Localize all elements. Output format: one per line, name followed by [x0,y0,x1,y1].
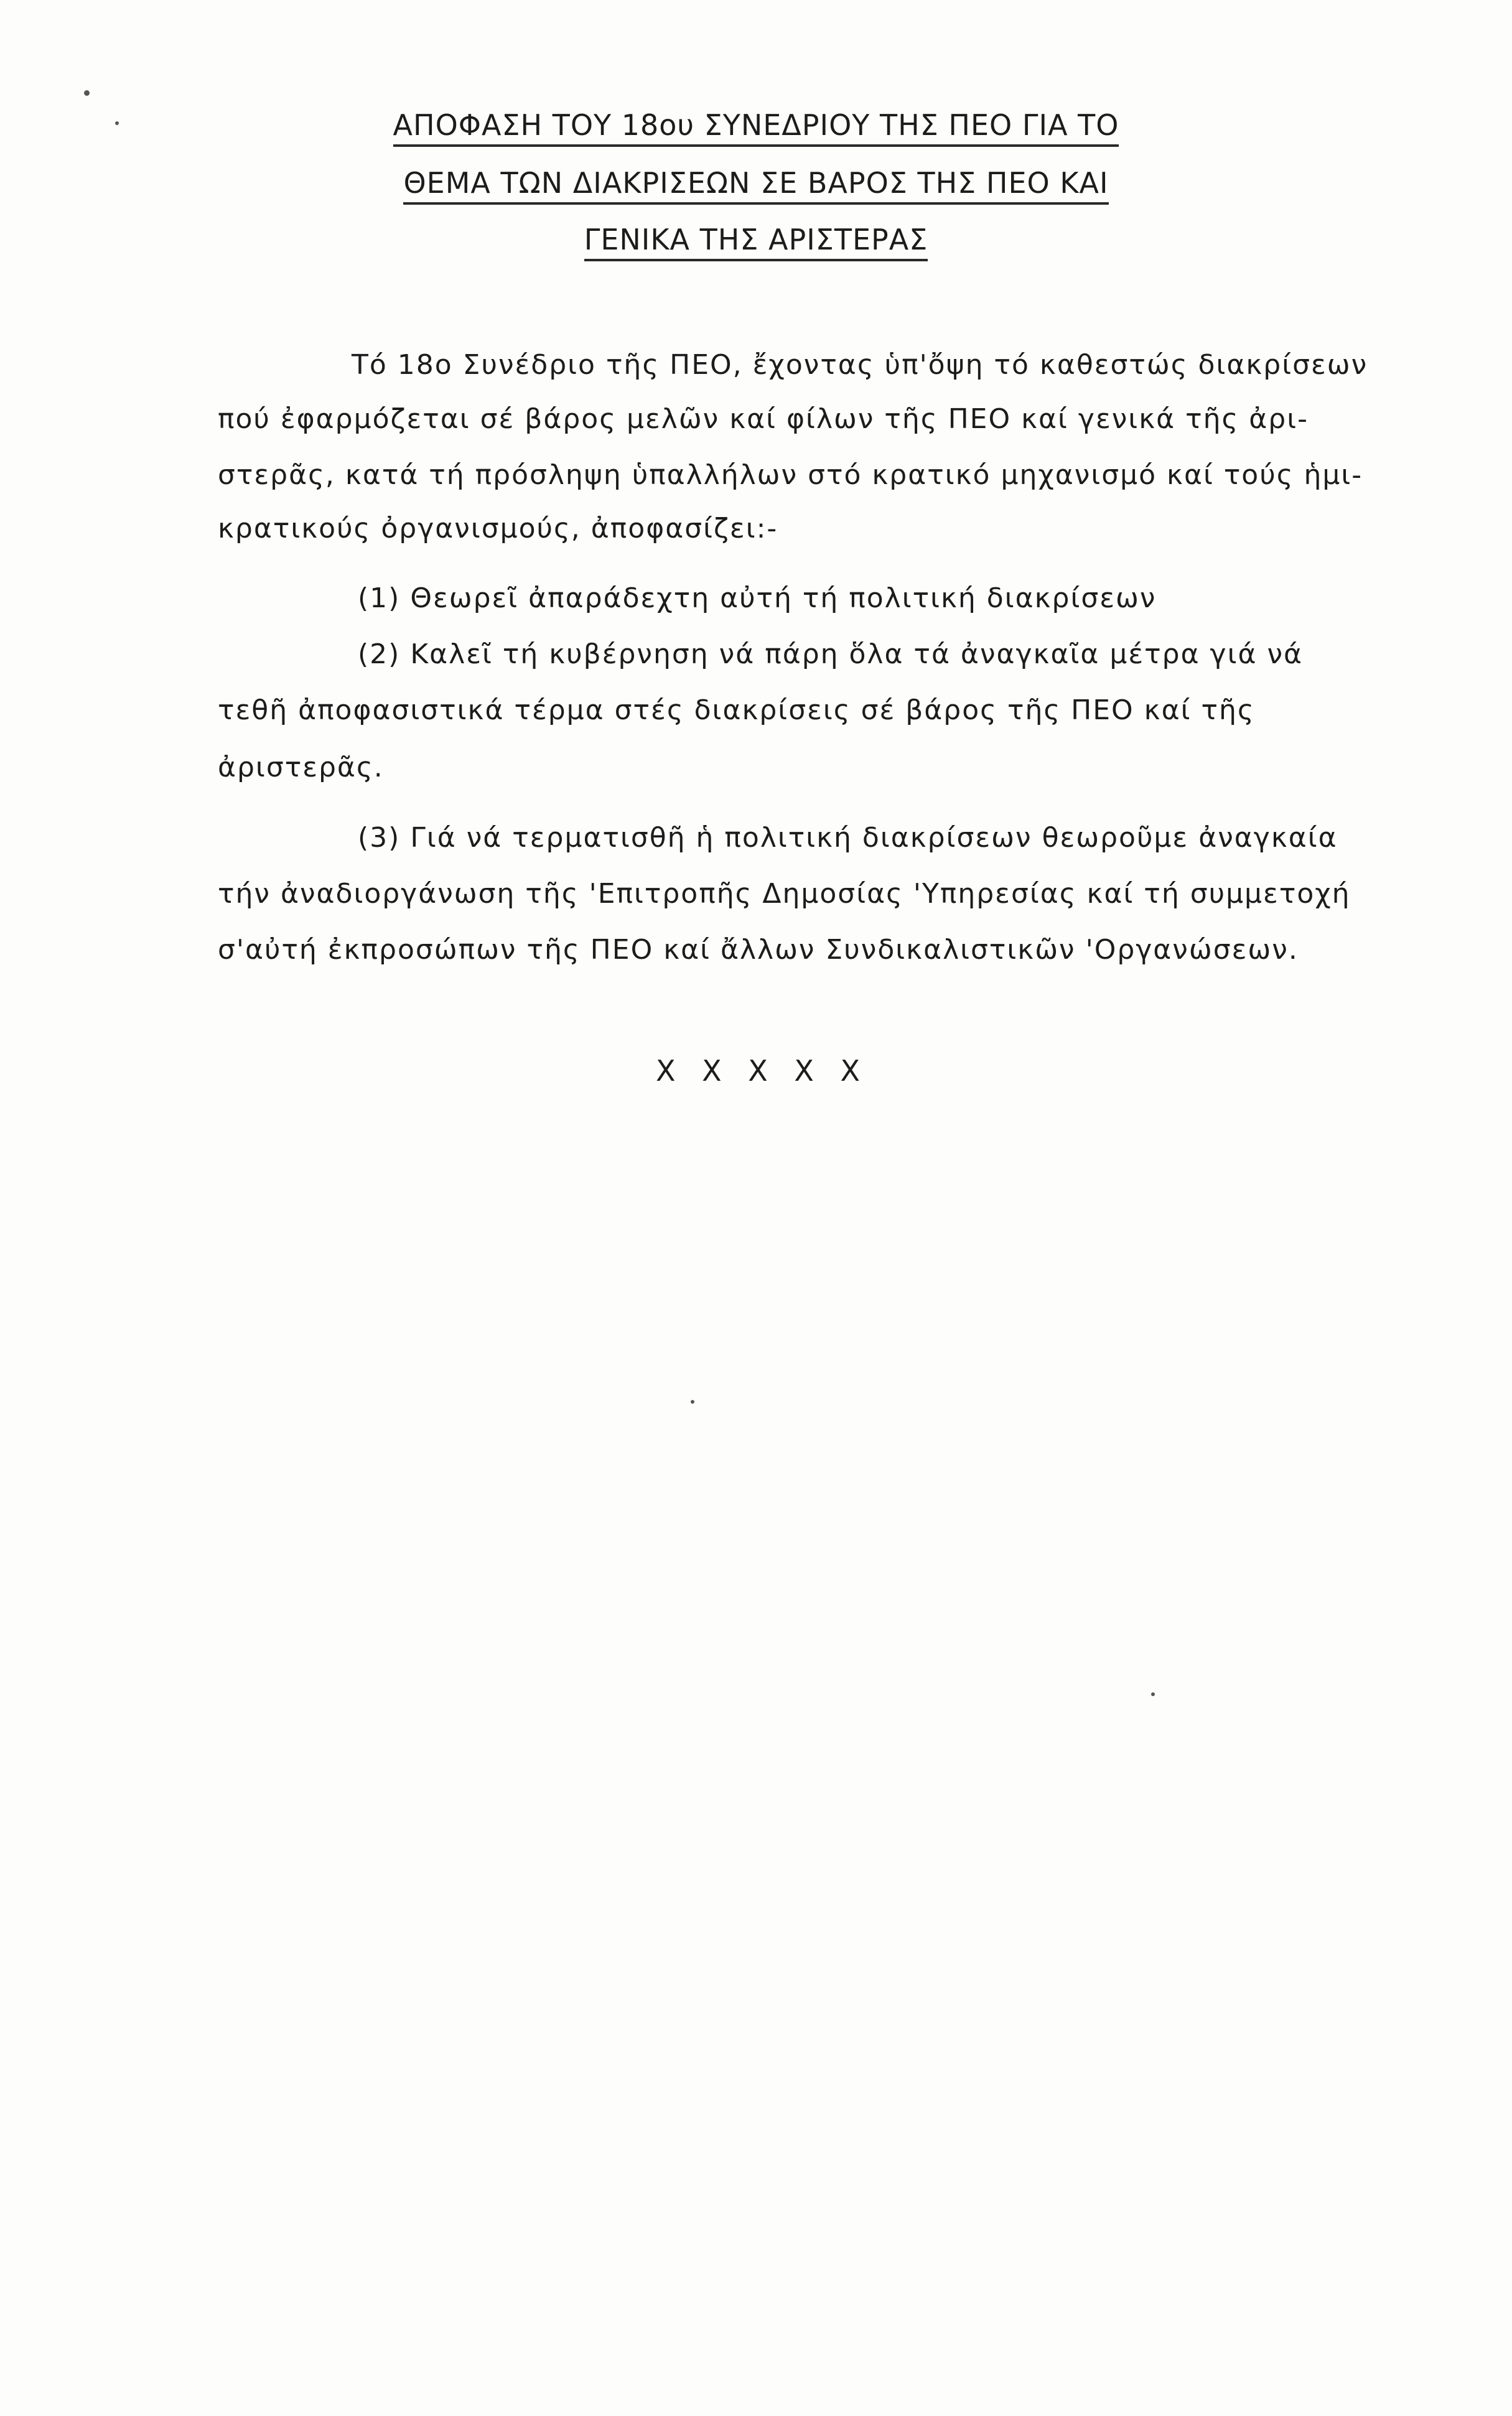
intro-line-3: στερᾶς, κατά τή πρόσληψη ὑπαλλήλων στό κρατικό μηχανισμό καί τούς ἡμι- [218,459,1363,491]
scan-speck [115,121,119,125]
point-3-line-1: (3) Γιά νά τερματισθῆ ἡ πολιτική διακρίσεων θεωροῦμε ἀναγκαία [358,822,1338,854]
point-2-line-1: (2) Καλεῖ τή κυβέρνηση νά πάρη ὅλα τά ἀναγκαῖα μέτρα γιά νά [358,638,1304,670]
scan-speck [1151,1692,1155,1696]
intro-line-4: κρατικούς ὀργανισμούς, ἀποφασίζει:- [218,513,778,544]
scan-speck [691,1400,694,1404]
end-mark: X X X X X [655,1054,869,1088]
point-2-line-3: ἀριστερᾶς. [218,752,384,783]
point-3-line-3: σ'αὐτή ἐκπροσώπων τῆς ΠΕΟ καί ἄλλων Συνδικαλιστικῶν 'Οργανώσεων. [218,934,1299,966]
intro-line-2: πού ἐφαρμόζεται σέ βάρος μελῶν καί φίλων τῆς ΠΕΟ καί γενικά τῆς ἀρι- [218,403,1309,435]
title-line-2: ΘΕΜΑ ΤΩΝ ΔΙΑΚΡΙΣΕΩΝ ΣΕ ΒΑΡΟΣ ΤΗΣ ΠΕΟ ΚΑΙ [0,169,1512,205]
point-3-line-2: τήν ἀναδιοργάνωση τῆς 'Επιτροπῆς Δημοσίας 'Υπηρεσίας καί τή συμμετοχή [218,878,1351,910]
title-line-3: ΓΕΝΙΚΑ ΤΗΣ ΑΡΙΣΤΕΡΑΣ [0,225,1512,261]
point-1-line-1: (1) Θεωρεῖ ἀπαράδεχτη αὐτή τή πολιτική διακρίσεων [358,582,1157,614]
title-line-1: ΑΠΟΦΑΣΗ ΤΟΥ 18ου ΣΥΝΕΔΡΙΟΥ ΤΗΣ ΠΕΟ ΓΙΑ ΤΟ [0,111,1512,147]
point-2-line-2: τεθῆ ἀποφασιστικά τέρμα στές διακρίσεις σέ βάρος τῆς ΠΕΟ καί τῆς [218,694,1255,726]
scan-speck [84,90,90,96]
intro-line-1: Τό 18ο Συνέδριο τῆς ΠΕΟ, ἔχοντας ὑπ'ὄψη τό καθεστώς διακρίσεων [352,349,1368,381]
